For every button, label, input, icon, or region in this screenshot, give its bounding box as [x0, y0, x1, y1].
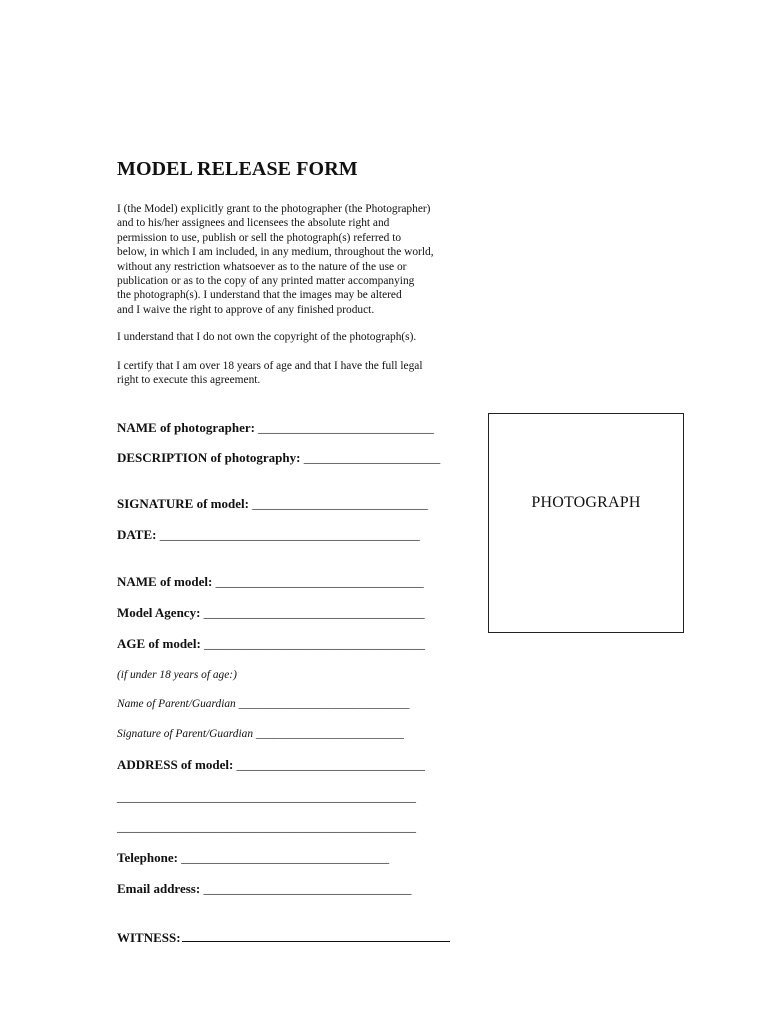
model-name-blank[interactable]: ________________________________ — [215, 574, 424, 589]
date-blank[interactable]: ________________________________________ — [159, 527, 420, 542]
address-line-3[interactable]: ______________________________________________ — [117, 819, 416, 834]
guardian-name-blank[interactable]: ______________________________ — [238, 698, 410, 710]
telephone-label: Telephone: — [117, 850, 178, 865]
model-address-label: ADDRESS of model: — [117, 757, 234, 772]
model-signature-field[interactable] — [117, 496, 428, 512]
photography-description-label: DESCRIPTION of photography: — [117, 450, 301, 465]
witness-field[interactable] — [117, 928, 450, 946]
paragraph-line: without any restriction whatsoever as to the nature of the use or — [117, 260, 407, 273]
telephone-blank[interactable]: ________________________________ — [181, 850, 390, 865]
address-line-2[interactable]: ______________________________________________ — [117, 789, 416, 804]
model-signature-label: SIGNATURE of model: — [117, 496, 249, 511]
paragraph-line: I certify that I am over 18 years of age and that I have the full legal — [117, 360, 423, 372]
copyright-paragraph — [117, 330, 416, 344]
guardian-name-label: Name of Parent/Guardian — [117, 698, 236, 710]
guardian-signature-blank[interactable]: __________________________ — [255, 728, 404, 740]
paragraph-line: I understand that I do not own the copyright of the photograph(s). — [117, 331, 417, 343]
minor-note: (if under 18 years of age:) — [117, 669, 237, 681]
email-field[interactable] — [117, 881, 411, 897]
photographer-name-blank[interactable]: ___________________________ — [258, 420, 434, 435]
date-field[interactable] — [117, 527, 420, 543]
model-name-field[interactable] — [117, 574, 424, 590]
model-age-label: AGE of model: — [117, 636, 201, 651]
photographer-name-field[interactable] — [117, 420, 434, 436]
telephone-field[interactable] — [117, 850, 389, 866]
photograph-label: PHOTOGRAPH — [531, 494, 641, 511]
date-label: DATE: — [117, 527, 157, 542]
paragraph-line: publication or as to the copy of any printed matter accompanying — [117, 275, 415, 288]
model-age-blank[interactable]: __________________________________ — [204, 636, 426, 651]
model-agency-label: Model Agency: — [117, 605, 201, 620]
paragraph-line: and I waive the right to approve of any finished product. — [117, 303, 375, 316]
guardian-signature-field[interactable] — [117, 727, 404, 741]
model-age-field[interactable] — [117, 636, 425, 652]
model-address-blank[interactable]: _____________________________ — [236, 757, 426, 772]
age-certification-paragraph — [117, 359, 423, 388]
photography-description-blank[interactable]: _____________________ — [303, 450, 441, 465]
model-name-label: NAME of model: — [117, 574, 213, 589]
paragraph-line: below, in which I am included, in any medium, throughout the world, — [117, 246, 434, 259]
model-agency-field[interactable] — [117, 605, 425, 621]
email-label: Email address: — [117, 881, 201, 896]
paragraph-line: right to execute this agreement. — [117, 374, 261, 387]
paragraph-line: I (the Model) explicitly grant to the photographer (the Photographer) — [117, 203, 431, 215]
witness-blank[interactable] — [182, 928, 450, 942]
model-address-field[interactable] — [117, 757, 425, 773]
guardian-name-field[interactable] — [117, 697, 409, 711]
paragraph-line: permission to use, publish or sell the photograph(s) referred to — [117, 231, 402, 244]
model-signature-blank[interactable]: ___________________________ — [252, 496, 428, 511]
page-title: MODEL RELEASE FORM — [117, 158, 358, 180]
email-blank[interactable]: ________________________________ — [203, 881, 412, 896]
photographer-name-label: NAME of photographer: — [117, 420, 255, 435]
paragraph-line: the photograph(s). I understand that the images may be altered — [117, 289, 402, 302]
witness-label: WITNESS: — [117, 930, 181, 945]
photograph-box — [488, 413, 684, 633]
model-agency-blank[interactable]: __________________________________ — [203, 605, 425, 620]
photography-description-field[interactable] — [117, 450, 440, 466]
guardian-signature-label: Signature of Parent/Guardian — [117, 728, 254, 740]
grant-paragraph — [117, 202, 434, 317]
paragraph-line: and to his/her assignees and licensees the absolute right and — [117, 217, 390, 230]
